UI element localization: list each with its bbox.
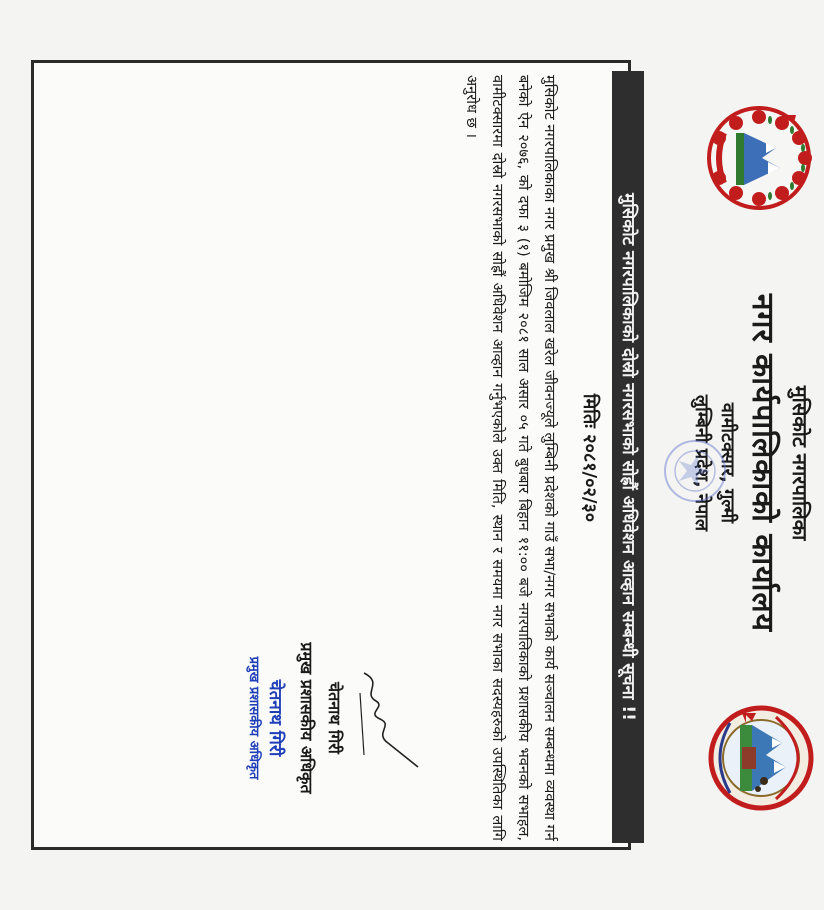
document-frame — [31, 60, 812, 850]
signatory-name: चेतनाथ गिरी — [325, 682, 344, 754]
notice-subject: मुसिकोट नगरपालिकाको दोस्रो नगरसभाको सोह्रौं अधिवेशन आव्हान सम्बन्धी सूचना !! — [612, 71, 644, 843]
municipality-name: मुसिकोट नगरपालिका — [788, 385, 812, 541]
nepal-emblem-logo — [704, 103, 814, 213]
signatory-title: प्रमुख प्रशासकीय अधिकृत — [297, 642, 316, 794]
office-province: लुम्बिनी प्रदेश, नेपाल — [691, 394, 712, 532]
notice-body: मुसिकोट नगरपालिकाका नगर प्रमुख श्री जिवलाल खरेल जीवनज्यूले लुम्बिनी प्रदेशको गाउँ सभा/नगर सभाको कार्य सञ्चालन सम्बन्धमा व्यवस्था गर्न बनेको ऐन २०७६, को दफा ३ (१) बमोजिम २०८१ साल असार ०५ गते बुधबार बिहान ११:०० बजे नगरपालिकाको प्रशासकीय भवनको सभाहल, वामीटक्सारमा दोस्रो नगरसभाको सोह्रौं अधिवेशन आव्हान गर्नुभएकोले उक्त मिति, स्थान र समयमा नगर सभाका सदस्यहरुको उपस्थितिका लागि अनुरोध छ । — [463, 75, 558, 841]
notice-date: मितिः २०८१/०२/३० — [579, 393, 600, 523]
municipality-logo — [706, 703, 816, 813]
office-address: वामीटक्सार, गुल्मी — [717, 402, 738, 524]
signature-block — [234, 593, 424, 843]
handwritten-signature — [344, 663, 424, 773]
stamp-signatory-title: प्रमुख प्रशासकीय अधिकृत — [246, 656, 261, 780]
rotated-notice — [224, 63, 824, 853]
office-seal-stamp — [662, 438, 728, 504]
stamp-signatory-name: चेतनाथ गिरी — [265, 679, 285, 757]
office-name: नगर कार्यपालिकाको कार्यालय — [745, 293, 780, 633]
